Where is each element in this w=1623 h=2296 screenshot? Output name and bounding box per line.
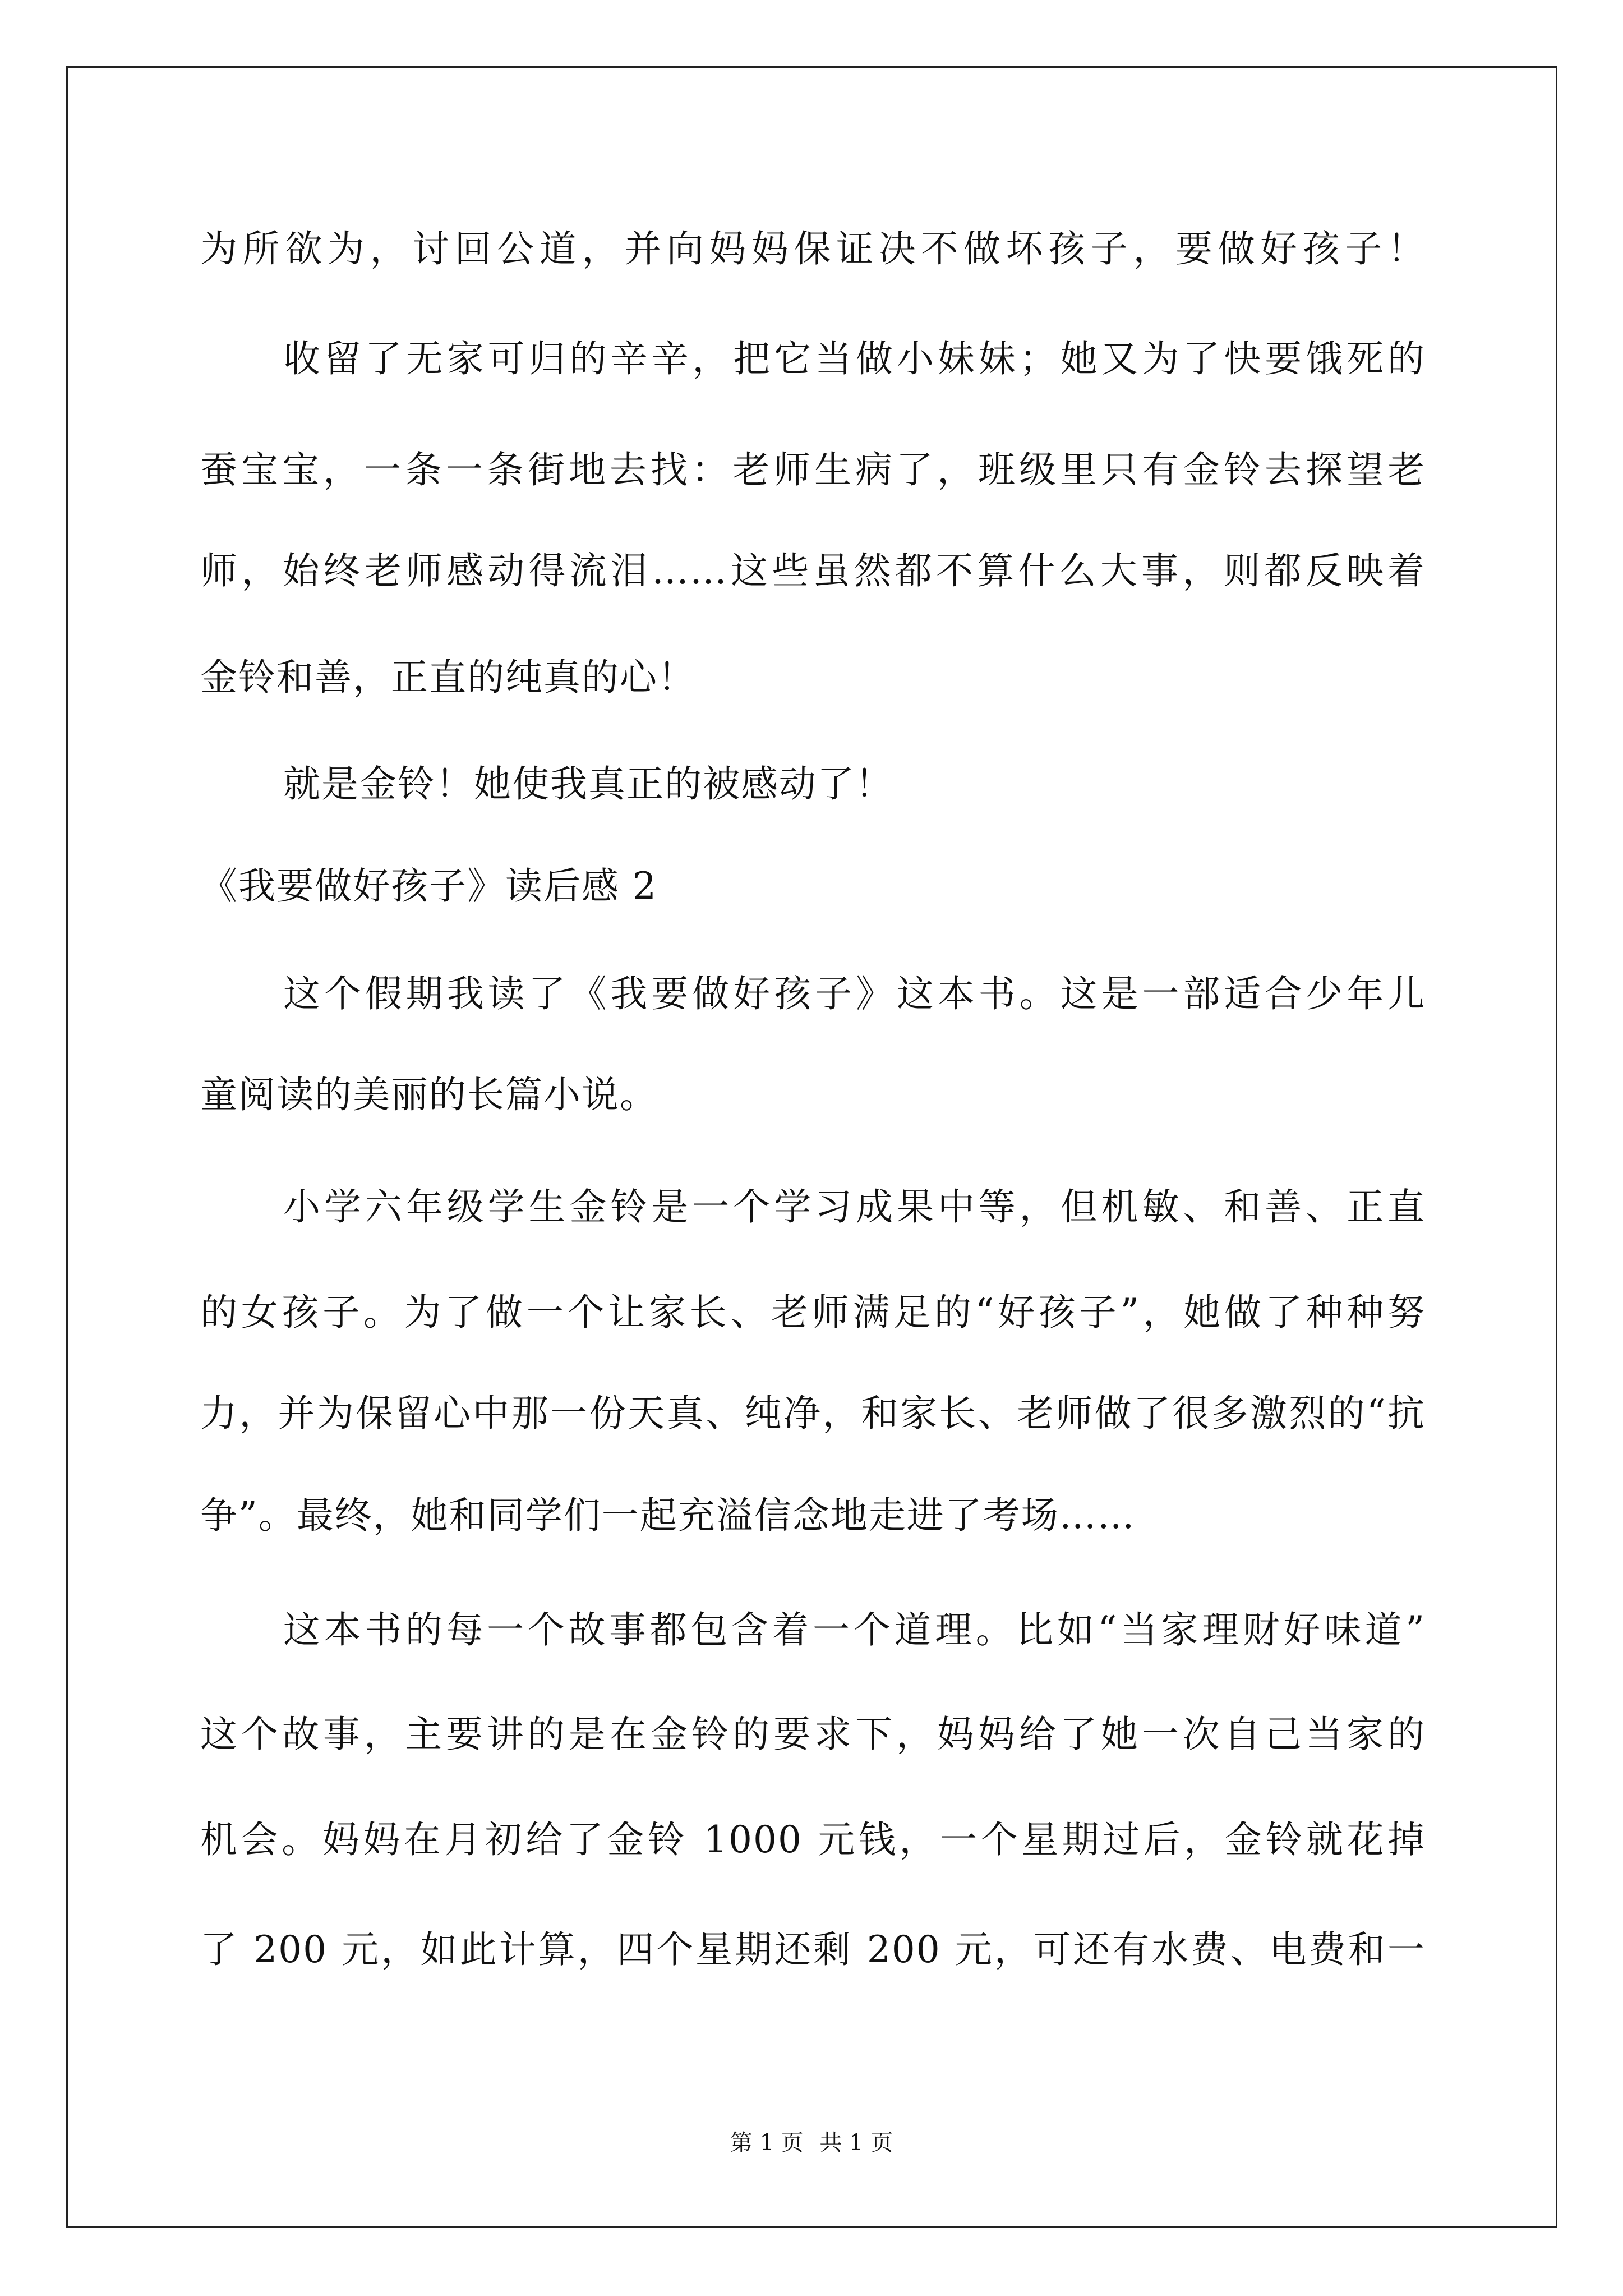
page-border (66, 66, 1557, 2228)
page-footer (0, 2129, 1623, 2157)
body-text-line: 机会。妈妈在月初给了金铃 1000 元钱，一个星期过后，金铃就花掉 (200, 1818, 1426, 1861)
body-text-line: 童阅读的美丽的长篇小说。 (200, 1073, 658, 1116)
body-text-line: 这个故事，主要讲的是在金铃的要求下，妈妈给了她一次自己当家的 (200, 1713, 1426, 1756)
paragraph-start-line: 收留了无家可归的辛辛，把它当做小妹妹；她又为了快要饿死的 (283, 337, 1426, 380)
body-text-line: 金铃和善，正直的纯真的心！ (200, 656, 696, 699)
body-text-line: 师，始终老师感动得流泪……这些虽然都不算什么大事，则都反映着 (200, 549, 1426, 592)
paragraph-start-line: 小学六年级学生金铃是一个学习成果中等，但机敏、和善、正直 (283, 1185, 1426, 1228)
section-heading: 《我要做好孩子》读后感 2 (200, 864, 657, 908)
body-text-line: 为所欲为，讨回公道，并向妈妈保证决不做坏孩子，要做好孩子！ (200, 227, 1426, 270)
body-text-line: 了 200 元，如此计算，四个星期还剩 200 元，可还有水费、电费和一 (200, 1928, 1426, 1971)
paragraph-start-line: 这个假期我读了《我要做好孩子》这本书。这是一部适合少年儿 (283, 972, 1426, 1015)
paragraph-start-line: 就是金铃！她使我真正的被感动了！ (283, 762, 893, 806)
body-text-line: 力，并为保留心中那一份天真、纯净，和家长、老师做了很多激烈的“抗 (200, 1392, 1426, 1435)
total-pages: 共 1 页 (819, 2130, 893, 2156)
body-text-line: 的女孩子。为了做一个让家长、老师满足的“好孩子”，她做了种种努 (200, 1291, 1426, 1334)
body-text-line: 蚕宝宝，一条一条街地去找：老师生病了，班级里只有金铃去探望老 (200, 448, 1426, 491)
paragraph-start-line: 这本书的每一个故事都包含着一个道理。比如“当家理财好味道” (283, 1608, 1426, 1651)
page-number: 第 1 页 (730, 2130, 804, 2156)
body-text-line: 争”。最终，她和同学们一起充溢信念地走进了考场…… (200, 1494, 1136, 1537)
